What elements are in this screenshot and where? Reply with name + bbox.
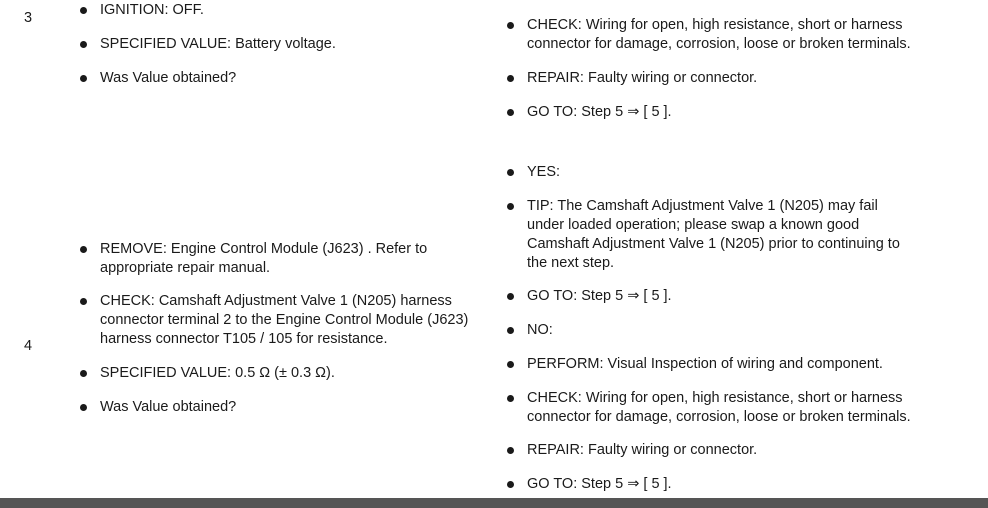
list-item: GO TO: Step 5 ⇒ [ 5 ].: [506, 475, 945, 494]
list-item: REPAIR: Faulty wiring or connector.: [506, 441, 945, 460]
list-item: SPECIFIED VALUE: 0.5 Ω (± 0.3 Ω).: [79, 364, 490, 383]
list-item: SPECIFIED VALUE: Battery voltage.: [79, 35, 490, 54]
list-item: CHECK: Wiring for open, high resistance, short or harness connector for damage, corrosion, loose or broken terminals.: [506, 16, 945, 54]
list-item: CHECK: Wiring for open, high resistance, short or harness connector for damage, corrosion, loose or broken terminals.: [506, 389, 945, 427]
list-item: Was Value obtained?: [79, 69, 490, 88]
list-item: Was Value obtained?: [79, 398, 490, 417]
list-item: CHECK: Camshaft Adjustment Valve 1 (N205) harness connector terminal 2 to the Engine Control Module (J623) harness connector T105 / 105 for resistance.: [79, 292, 490, 349]
list-item: YES:: [506, 163, 945, 182]
step-number-3: 3: [24, 10, 33, 26]
bottom-scroll-bar: [0, 498, 988, 508]
list-item: GO TO: Step 5 ⇒ [ 5 ].: [506, 287, 945, 306]
list-item: IGNITION: OFF.: [79, 1, 490, 20]
list-item: TIP: The Camshaft Adjustment Valve 1 (N205) may fail under loaded operation; please swap a known good Camshaft Adjustment Valve 1 (N205) prior to continuing to the next step.: [506, 197, 917, 273]
step-number-4: 4: [24, 338, 33, 354]
list-item: PERFORM: Visual Inspection of wiring and component.: [506, 355, 945, 374]
list-item: REMOVE: Engine Control Module (J623) . Refer to appropriate repair manual.: [79, 240, 468, 278]
list-item: GO TO: Step 5 ⇒ [ 5 ].: [506, 103, 945, 122]
list-item: NO:: [506, 321, 945, 340]
list-item: REPAIR: Faulty wiring or connector.: [506, 69, 945, 88]
